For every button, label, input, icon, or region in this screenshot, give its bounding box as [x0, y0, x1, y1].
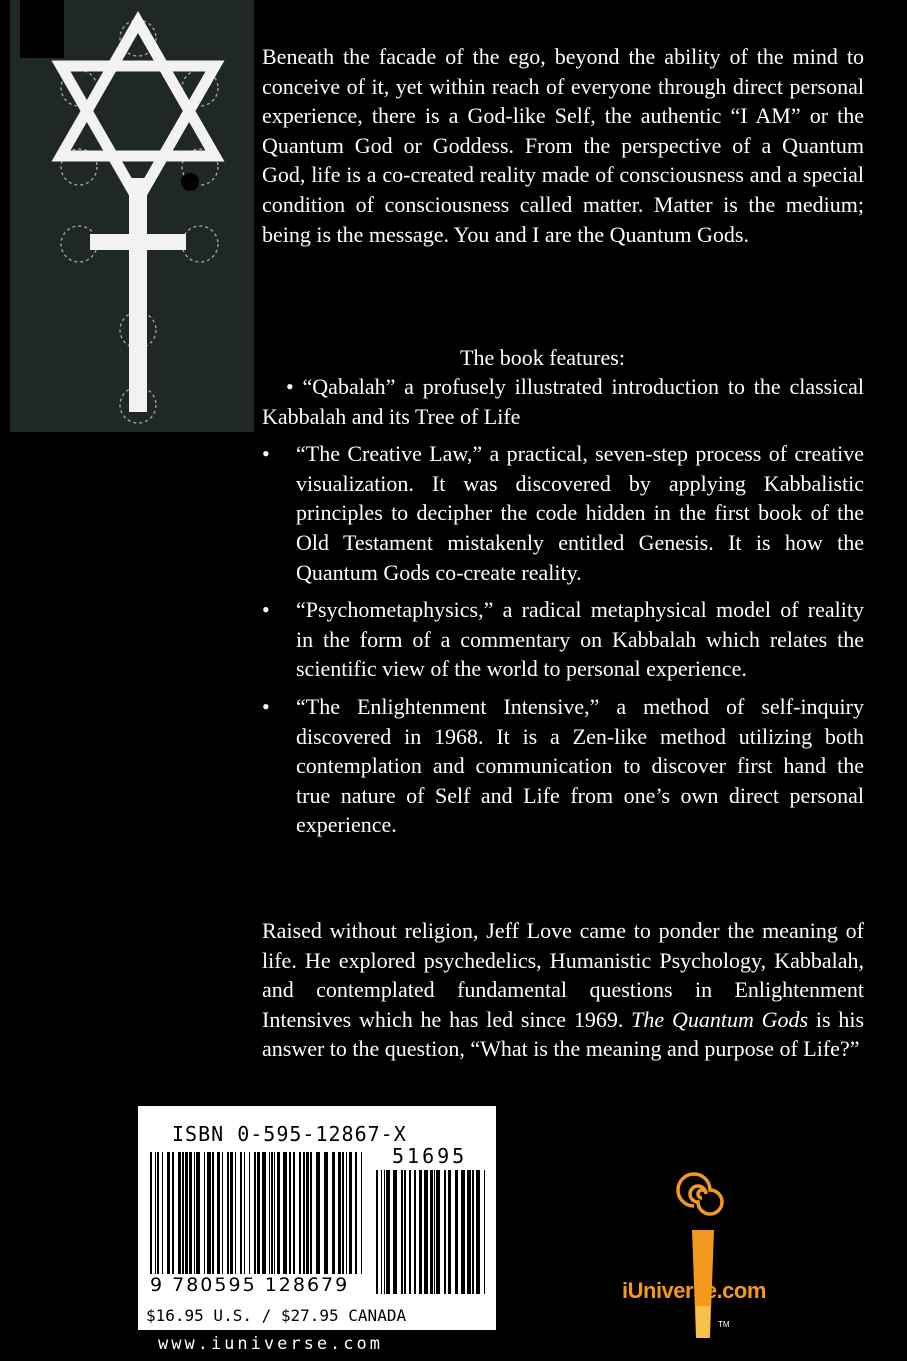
- list-item: [262, 595, 864, 684]
- features-list: [262, 372, 864, 848]
- star-and-cross-emblem-icon: [10, 0, 254, 432]
- barcode-box: [138, 1106, 496, 1330]
- list-item: [262, 439, 864, 587]
- feature-text: “The Creative Law,” a practical, seven-step process of creative visualization. It was discovered by applying Kabbalistic principles to decipher the code hidden in the first book of the Old Testament mistakenly entitled Genesis. It is how the Quantum Gods co-create reality.: [296, 441, 864, 585]
- list-item: [262, 692, 864, 840]
- book-title: The Quantum Gods: [631, 1006, 809, 1032]
- publisher-logo: [606, 1166, 786, 1356]
- cover-emblem-panel: [10, 0, 254, 432]
- bullet: •: [286, 374, 294, 399]
- bullet: •: [262, 441, 270, 467]
- iuniverse-logo-icon: [606, 1166, 786, 1356]
- black-corner-tab: [20, 0, 64, 58]
- price-label: $16.95 U.S. / $27.95 CANADA: [146, 1306, 407, 1325]
- bullet: •: [262, 597, 270, 623]
- feature-text: “Qabalah” a profusely illustrated introduction to the classical Kabbalah and its Tree of Life: [262, 374, 864, 429]
- isbn-label: ISBN 0-595-12867-X: [172, 1122, 407, 1146]
- logo-text: iUniverse.com: [622, 1278, 766, 1303]
- logo-trademark: TM: [718, 1320, 730, 1329]
- bullet: •: [262, 693, 270, 719]
- author-bio: [262, 916, 864, 1064]
- list-item: [262, 372, 864, 431]
- website-url: www.iuniverse.com: [158, 1334, 383, 1354]
- ean-digits: 9 780595 128679: [150, 1274, 350, 1296]
- intro-paragraph: Beneath the facade of the ego, beyond the ability of the mind to conceive of it, yet within reach of everyone through direct personal experience, there is a God-like Self, the authentic “I AM” or the Quantum God or Goddess. From the perspective of a Quantum God, life is a co-created reality made of consciousness and a special condition of consciousness called matter. Matter is the medium; being is the message. You and I are the Quantum Gods.: [262, 44, 864, 247]
- author-bio-text-end: is his answer to the question, “What is the meaning and purpose of Life?”: [262, 1006, 864, 1062]
- author-bio-text: Raised without religion, Jeff Love came to ponder the meaning of life. He explored psychedelics, Humanistic Psychology, Kabbalah, and contemplated fundamental questions in Enlightenment Intensives which he has led since 1969.: [262, 918, 864, 1032]
- price-code: 51695: [392, 1144, 468, 1168]
- feature-text: “The Enlightenment Intensive,” a method of self-inquiry discovered in 1968. It is a Zen-like method utilizing both contemplation and communication to discover first hand the true nature of Self and Life from one’s own direct personal experience.: [296, 693, 864, 838]
- barcode-icon: [138, 1106, 496, 1330]
- features-heading: The book features:: [460, 345, 625, 370]
- feature-text: “Psychometaphysics,” a radical metaphysical model of reality in the form of a commentary on Kabbalah which relates the scientific view of the world to personal experience.: [296, 597, 864, 682]
